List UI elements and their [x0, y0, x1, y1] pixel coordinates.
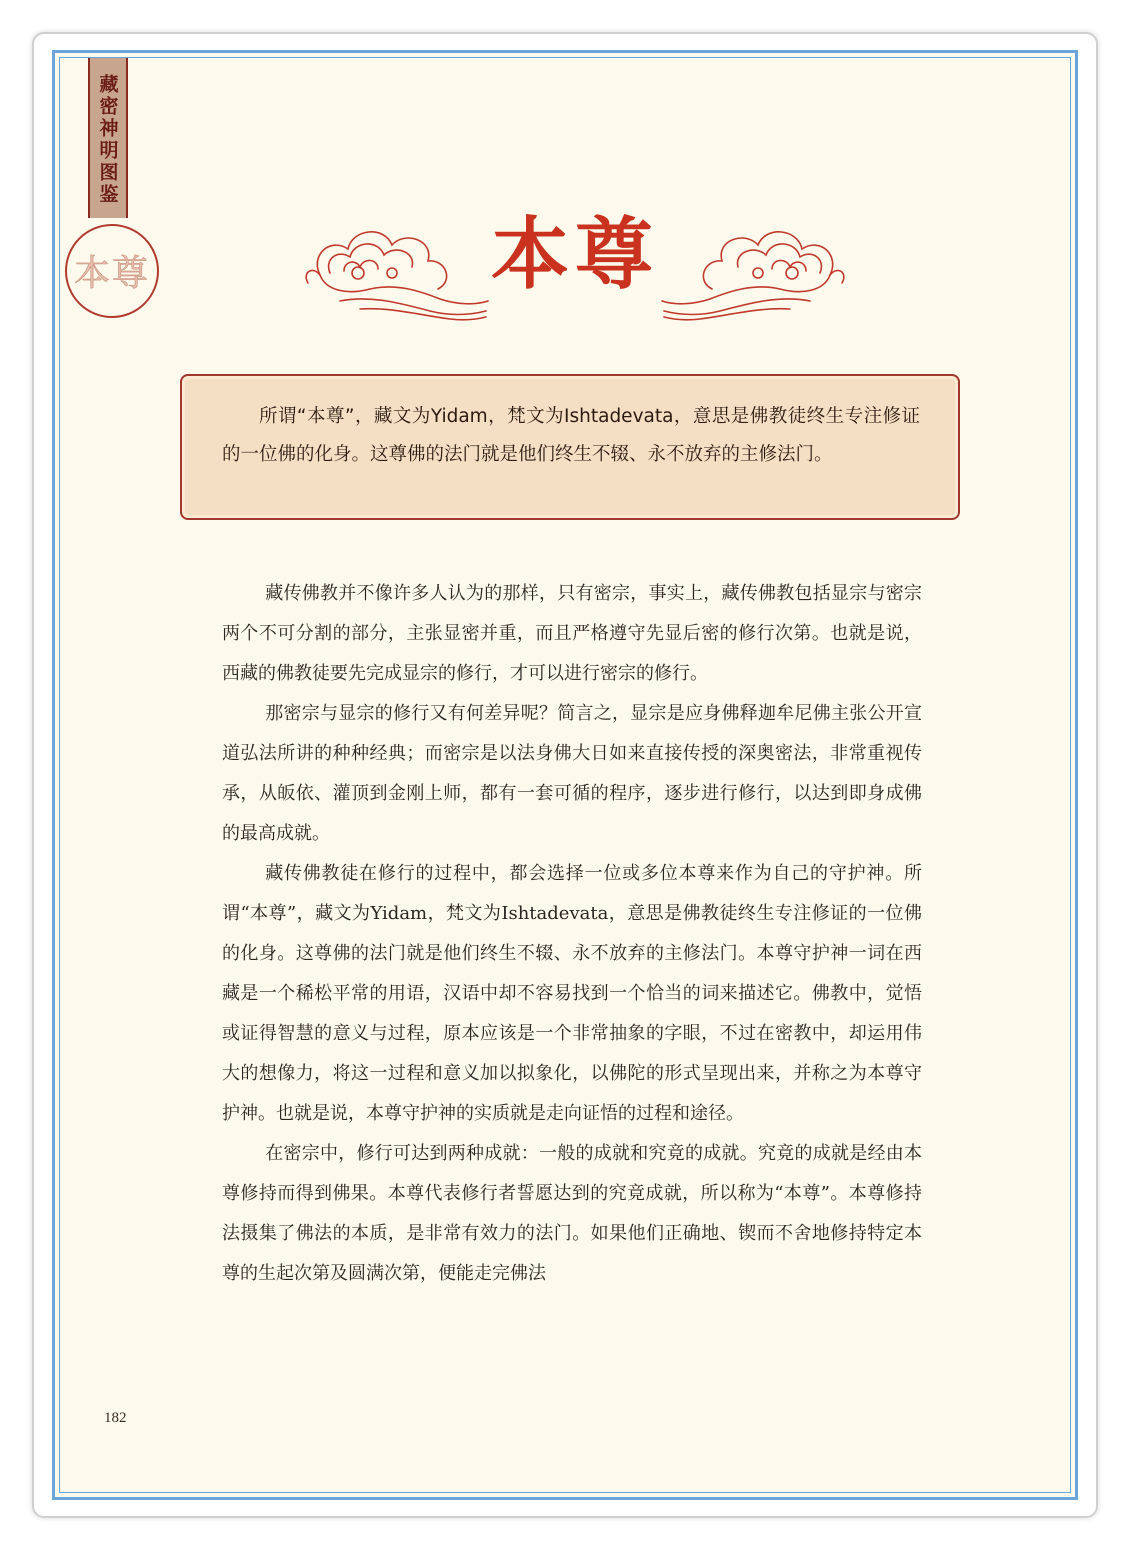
- intro-text: 所谓“本尊”，藏文为Yidam，梵文为Ishtadevata，意思是佛教徒终生专注修证的一位佛的化身。这尊佛的法门就是他们终生不辍、永不放弃的主修法门。: [222, 406, 920, 465]
- intro-callout-box: [180, 374, 960, 520]
- body-paragraph: 藏传佛教徒在修行的过程中，都会选择一位或多位本尊来作为自己的守护神。所谓“本尊”，藏文为Yidam，梵文为Ishtadevata，意思是佛教徒终生专注修证的一位佛的化身。这尊佛的法门就是他们终生不辍、永不放弃的主修法门。本尊守护神一词在西藏是一个稀松平常的用语，汉语中却不容易找到一个恰当的词来描述它。佛教中，觉悟或证得智慧的意义与过程，原本应该是一个非常抽象的字眼，不过在密教中，却运用伟大的想像力，将这一过程和意义加以拟象化，以佛陀的形式呈现出来，并称之为本尊守护神。也就是说，本尊守护神的实质就是走向证悟的过程和途径。: [222, 863, 922, 1124]
- body-paragraph: 在密宗中，修行可达到两种成就：一般的成就和究竟的成就。究竟的成就是经由本尊修持而得到佛果。本尊代表修行者誓愿达到的究竟成就，所以称为“本尊”。本尊修持法摄集了佛法的本质，是非常有效力的法门。如果他们正确地、锲而不舍地修持特定本尊的生起次第及圆满次第，便能走完佛法: [222, 1143, 922, 1284]
- book-side-tab: [88, 58, 128, 218]
- body-paragraph: 藏传佛教并不像许多人认为的那样，只有密宗，事实上，藏传佛教包括显宗与密宗两个不可分割的部分，主张显密并重，而且严格遵守先显后密的修行次第。也就是说，西藏的佛教徒要先完成显宗的修行，才可以进行密宗的修行。: [222, 583, 922, 684]
- seal-stamp: [60, 215, 164, 325]
- page-number: 182: [104, 1410, 127, 1426]
- book-title-label: 藏密神明图鉴: [96, 74, 119, 206]
- seal-text: 本尊: [73, 253, 151, 294]
- cloud-ornament-right-icon: [660, 215, 850, 325]
- body-paragraph: 那密宗与显宗的修行又有何差异呢？简言之，显宗是应身佛释迦牟尼佛主张公开宣道弘法所讲的种种经典；而密宗是以法身佛大日如来直接传授的深奥密法，非常重视传承，从皈依、灌顶到金刚上师，都有一套可循的程序，逐步进行修行，以达到即身成佛的最高成就。: [222, 703, 922, 844]
- page-title: 本尊: [490, 210, 659, 300]
- title-ornament-area: [300, 195, 850, 335]
- body-text: [222, 574, 922, 1294]
